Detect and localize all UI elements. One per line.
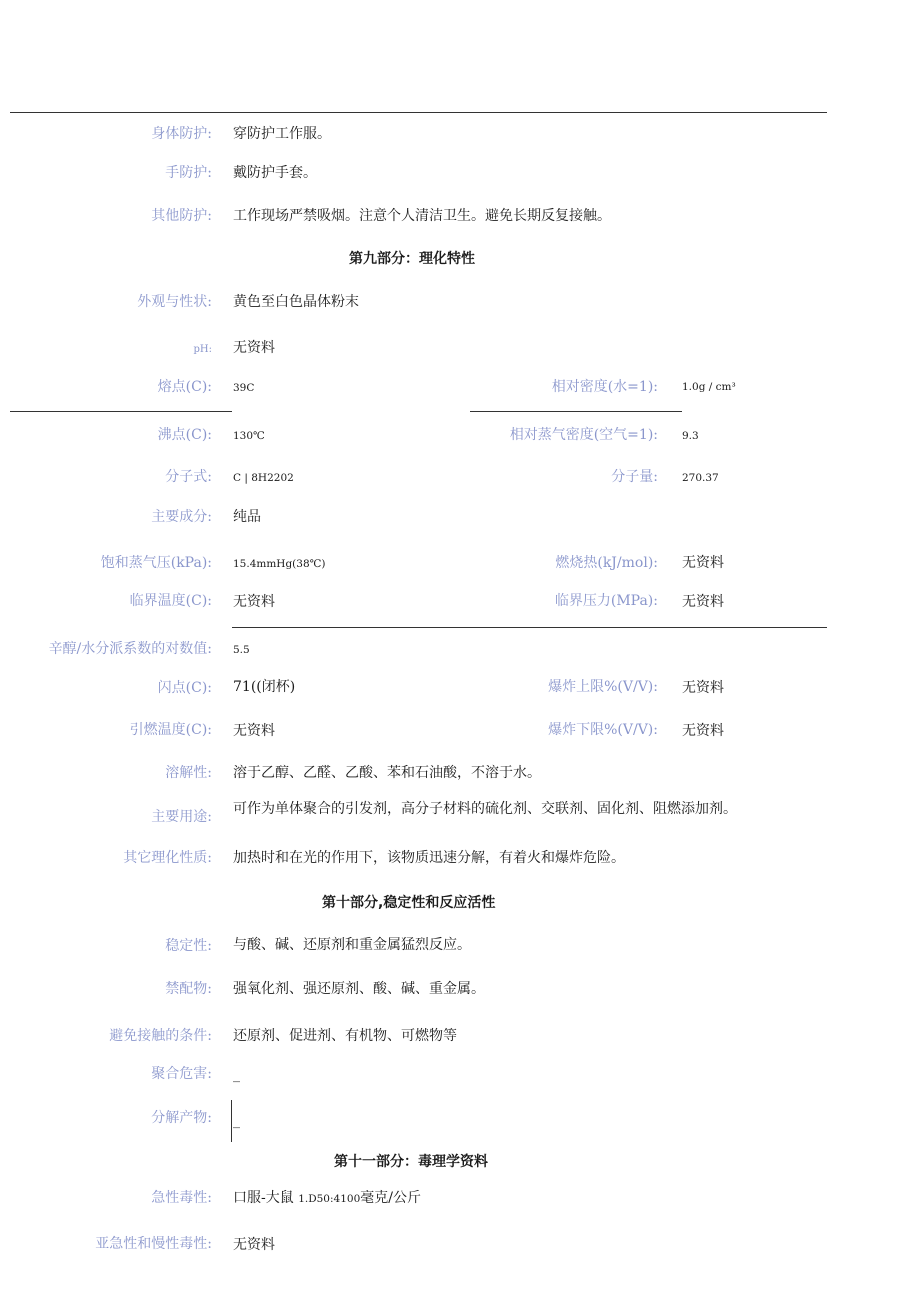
mol-weight-label: 分子量: (611, 469, 658, 485)
combustion-heat-value: 无资料 (682, 555, 724, 571)
other-properties-value: 加热时和在光的作用下，该物质迅速分解，有着火和爆炸危险。 (233, 850, 625, 866)
log-kow-label: 辛醇/水分派系数的对数值: (48, 641, 212, 657)
flash-point-label: 闪点(C): (157, 680, 212, 696)
melting-rule-left (10, 411, 232, 412)
density-rule (470, 411, 682, 412)
mol-weight-value: 270.37 (682, 472, 719, 484)
usage-value: 可作为单体聚合的引发剂，高分子材料的硫化剂、交联剂、固化剂、阻燃添加剂。 (233, 801, 737, 817)
density-label: 相对密度(水=1): (551, 379, 658, 395)
other-protection-label: 其他防护: (151, 208, 212, 224)
composition-label: 主要成分: (151, 509, 212, 525)
acute-toxicity-value (233, 1189, 421, 1208)
upper-limit-value: 无资料 (682, 680, 724, 696)
vapor-pressure-label: 饱和蒸气压(kPa): (100, 555, 212, 571)
stability-label: 稳定性: (165, 938, 212, 954)
hand-protection-value: 戴防护手套。 (233, 165, 317, 181)
other-protection-value: 工作现场严禁吸烟。注意个人清洁卫生。避免长期反复接触。 (233, 208, 611, 224)
decomposition-label: 分解产物: (151, 1110, 212, 1126)
solubility-value: 溶于乙醇、乙醛、乙酸、苯和石油酸，不溶于水。 (233, 765, 541, 781)
ignition-temp-value: 无资料 (233, 723, 275, 739)
upper-limit-label: 爆炸上限%(V/V): (548, 679, 658, 695)
appearance-value: 黄色至白色晶体粉末 (233, 294, 359, 310)
incompatible-value: 强氧化剂、强还原剂、酸、碱、重金属。 (233, 981, 485, 997)
incompatible-label: 禁配物: (165, 981, 212, 997)
melting-label: 熔点(C): (157, 379, 212, 395)
critical-pressure-value: 无资料 (682, 594, 724, 610)
vapor-density-label: 相对蒸气密度(空气=1): (509, 427, 658, 443)
solubility-label: 溶解性: (165, 765, 212, 781)
density-value: 1.0g / cm³ (682, 381, 736, 393)
stability-value: 与酸、碱、还原剂和重金属猛烈反应。 (233, 937, 471, 953)
appearance-label: 外观与性状: (137, 294, 212, 310)
boiling-label: 沸点(C): (157, 427, 212, 443)
acute-toxicity-label: 急性毒性: (151, 1190, 212, 1206)
acute-toxicity-ld50: 1.D50:4100 (298, 1193, 361, 1205)
ignition-temp-label: 引燃温度(C): (129, 722, 212, 738)
boiling-value: 130℃ (233, 430, 265, 442)
lower-limit-value: 无资料 (682, 723, 724, 739)
section9-title: 第九部分：理化特性 (349, 251, 475, 267)
vapor-pressure-value: 15.4mmHg(38℃) (233, 558, 326, 570)
composition-value: 纯品 (233, 509, 261, 525)
acute-toxicity-route: 口服-大鼠 (233, 1190, 294, 1206)
ph-label: pH: (193, 344, 212, 355)
section11-title: 第十一部分：毒理学资料 (334, 1154, 488, 1170)
critical-temp-label: 临界温度(C): (129, 593, 212, 609)
hand-protection-label: 手防护: (165, 165, 212, 181)
formula-value: C | 8H2202 (233, 472, 294, 484)
polymerization-label: 聚合危害: (151, 1066, 212, 1082)
body-protection-label: 身体防护: (151, 126, 212, 142)
melting-value: 39C (233, 382, 255, 394)
acute-toxicity-unit: 毫克/公斤 (360, 1190, 421, 1206)
decomposition-vrule (231, 1100, 232, 1142)
chronic-toxicity-label: 亚急性和慢性毒性: (95, 1236, 212, 1252)
formula-label: 分子式: (165, 469, 212, 485)
flash-point-value: 71((闭杯) (233, 679, 296, 695)
avoid-conditions-value: 还原剂、促进剂、有机物、可燃物等 (233, 1028, 457, 1044)
section10-title: 第十部分,稳定性和反应活性 (322, 895, 496, 911)
usage-label: 主要用途: (151, 809, 212, 825)
critical-pressure-label: 临界压力(MPa): (554, 593, 658, 609)
critical-rule (232, 627, 827, 628)
log-kow-value: 5.5 (233, 644, 250, 656)
combustion-heat-label: 燃烧热(kJ/mol): (555, 555, 658, 571)
decomposition-value: _ (233, 1113, 240, 1129)
critical-temp-value: 无资料 (233, 594, 275, 610)
chronic-toxicity-value: 无资料 (233, 1237, 275, 1253)
lower-limit-label: 爆炸下限%(V/V): (548, 722, 658, 738)
other-properties-label: 其它理化性质: (123, 850, 212, 866)
vapor-density-value: 9.3 (682, 430, 699, 442)
body-protection-value: 穿防护工作服。 (233, 126, 331, 142)
polymerization-value: _ (233, 1067, 240, 1083)
avoid-conditions-label: 避免接触的条件: (109, 1028, 212, 1044)
ph-value: 无资料 (233, 340, 275, 356)
top-rule (10, 112, 827, 113)
